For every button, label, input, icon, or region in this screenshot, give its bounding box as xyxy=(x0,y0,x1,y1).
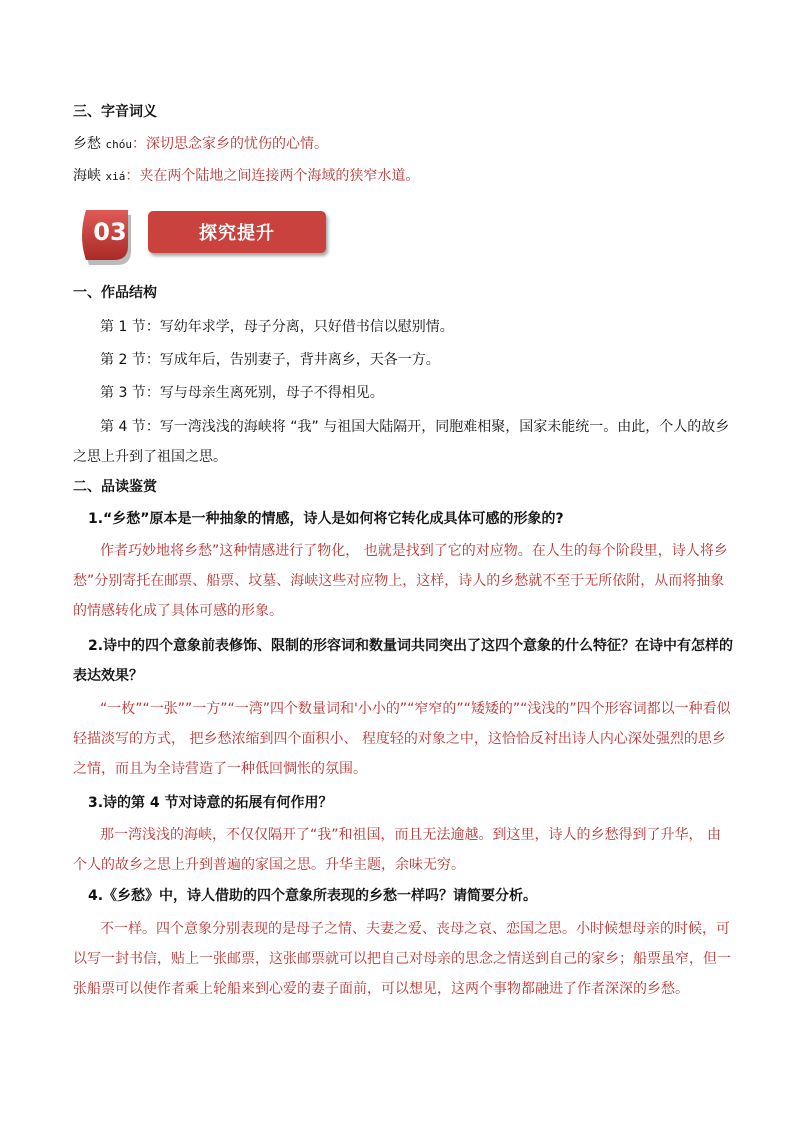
section-text: ：写成年后，告别妻子，背井离乡，天各一方。 xyxy=(145,352,440,368)
question-3: 3.诗的第 4 节对诗意的拓展有何作用？ xyxy=(88,795,333,811)
section-label: 第 2 节 xyxy=(100,352,146,368)
vocab-pinyin: xiá xyxy=(105,170,126,183)
vocab-word: 海峡 xyxy=(73,168,101,184)
vocab-pinyin: chóu xyxy=(105,138,132,151)
vocab-sep: ： xyxy=(131,136,146,152)
answer-3: 那一湾浅浅的海峡，不仅仅隔开了“我”和祖国，而且无法逾越。到这里，诗人的乡愁得到了升华， 由个人的故乡之思上升到普遍的家国之思。升华主题，余味无穷。 xyxy=(73,827,721,873)
vocab-item-1 xyxy=(73,135,734,154)
banner-number: 03 xyxy=(93,218,127,246)
section-banner xyxy=(76,208,328,258)
vocab-definition: 深切思念家乡的忧伤的心情。 xyxy=(145,136,328,152)
section-label: 第 4 节 xyxy=(100,419,146,435)
question-4: 4.《乡愁》中，诗人借助的四个意象所表现的乡愁一样吗？请简要分析。 xyxy=(88,888,538,904)
section-label: 第 1 节 xyxy=(100,319,146,335)
question-1: 1.“乡愁”原本是一种抽象的情感，诗人是如何将它转化成具体可感的形象的? xyxy=(88,511,564,527)
structure-item xyxy=(100,351,734,369)
banner-tab xyxy=(148,211,326,253)
vocab-heading: 三、字音词义 xyxy=(73,104,157,120)
answer-2: “一枚”“一张””一方”“一湾”四个数量词和'小小的”“窄窄的”“矮矮的”“浅浅的”四个形容词都以一种看似轻描淡写的方式， 把乡愁浓缩到四个面积小、 程度轻的对象之中，这恰恰反衬出诗人内心深处强烈的思乡之情，而且为全诗营造了一种低回惆怅的氛围。 xyxy=(73,701,731,777)
section-text: ：写一湾浅浅的海峡将 “我” 与祖国大陆隔开，同胞难相聚，国家未能统一。由此，个人的故乡之思上升到了祖国之思。 xyxy=(73,419,730,465)
vocab-definition: 夹在两个陆地之间连接两个海域的狭窄水道。 xyxy=(139,168,420,184)
structure-item xyxy=(73,412,734,472)
answer-4: 不一样。四个意象分别表现的是母子之情、夫妻之爱、丧母之哀、恋国之思。小时候想母亲的时候，可以写一封书信，贴上一张邮票，这张邮票就可以把自己对母亲的思念之情送到自己的家乡；船票虽窄，但一张船票可以使作者乘上轮船来到心爱的妻子面前，可以想见，这两个事物都融进了作者深深的乡愁。 xyxy=(73,921,731,997)
section-label: 第 3 节 xyxy=(100,385,146,401)
vocab-item-2 xyxy=(73,167,734,186)
appreciation-heading: 二、品读鉴赏 xyxy=(73,479,157,495)
structure-item xyxy=(100,318,734,336)
structure-heading: 一、作品结构 xyxy=(73,285,157,301)
vocab-word: 乡愁 xyxy=(73,136,101,152)
section-text: ：写与母亲生离死别，母子不得相见。 xyxy=(145,385,384,401)
question-2: 2.诗中的四个意象前表修饰、限制的形容词和数量词共同突出了这四个意象的什么特征？在诗中有怎样的表达效果？ xyxy=(73,638,734,684)
answer-1: 作者巧妙地将乡愁”这种情感进行了物化， 也就是找到了它的对应物。在人生的每个阶段里，诗人将乡愁”分别寄托在邮票、船票、坟墓、海峡这些对应物上，这样，诗人的乡愁就不至于无所依附，从而将抽象的情感转化成了具体可感的形象。 xyxy=(73,543,728,619)
banner-title: 探究提升 xyxy=(199,223,275,244)
structure-item xyxy=(100,384,734,402)
section-text: ：写幼年求学，母子分离，只好借书信以慰别情。 xyxy=(145,319,454,335)
vocab-sep: ： xyxy=(125,168,140,184)
